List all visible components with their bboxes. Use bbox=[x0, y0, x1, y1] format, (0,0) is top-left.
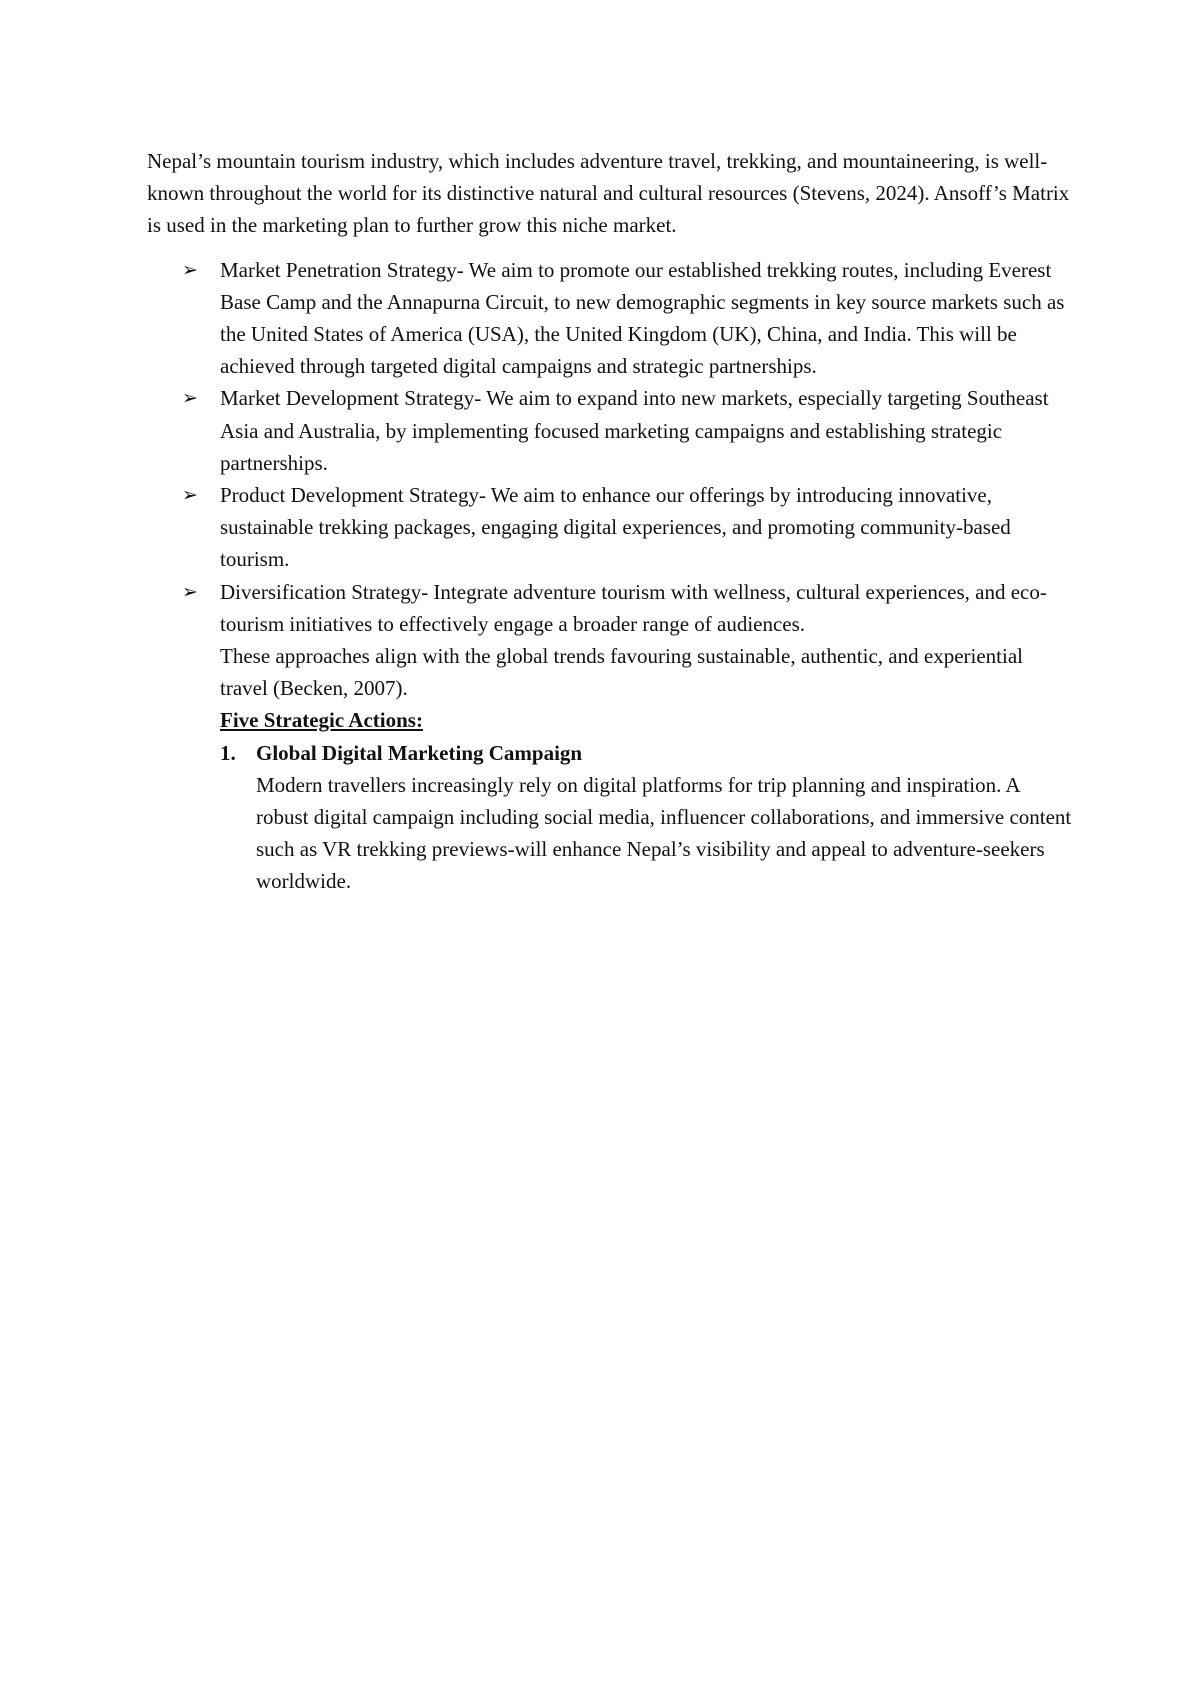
strategy-item-market-penetration bbox=[147, 254, 1072, 383]
document-page bbox=[147, 145, 1072, 898]
arrow-bullet-icon: ➢ bbox=[182, 258, 198, 281]
strategy-item-diversification bbox=[147, 576, 1072, 640]
action-title: Global Digital Marketing Campaign bbox=[256, 740, 583, 765]
arrow-bullet-icon: ➢ bbox=[182, 580, 198, 603]
action-number: 1. bbox=[220, 740, 236, 765]
strategy-text: Market Penetration Strategy- We aim to promote our established trekking routes, including Everest Base Camp and the Annapurna Circuit, to new demographic segments in key source markets such as the United States of America (USA), the United Kingdom (UK), China, and India. This will be achieved through targeted digital campaigns and strategic partnerships. bbox=[220, 257, 1065, 379]
arrow-bullet-icon: ➢ bbox=[182, 484, 198, 507]
intro-paragraph: Nepal’s mountain tourism industry, which includes adventure travel, trekking, and mountaineering, is well-known throughout the world for its distinctive natural and cultural resources (Stevens, 2024). Ansoff’s Matrix is used in the marketing plan to further grow this niche market. bbox=[147, 149, 1070, 238]
alignment-paragraph: These approaches align with the global trends favouring sustainable, authentic, and experiential travel (Becken, 2007). bbox=[220, 644, 1023, 701]
strategy-text: Diversification Strategy- Integrate adventure tourism with wellness, cultural experiences, and eco-tourism initiatives to effectively engage a broader range of audiences. bbox=[220, 579, 1047, 636]
strategy-text: Market Development Strategy- We aim to expand into new markets, especially targeting Southeast Asia and Australia, by implementing focused marketing campaigns and establishing strategic partnerships. bbox=[220, 386, 1049, 475]
strategy-item-market-development bbox=[147, 382, 1072, 479]
actions-heading: Five Strategic Actions: bbox=[220, 708, 423, 733]
action-item bbox=[220, 737, 1072, 898]
arrow-bullet-icon: ➢ bbox=[182, 387, 198, 410]
strategy-item-product-development bbox=[147, 479, 1072, 576]
action-body: Modern travellers increasingly rely on digital platforms for trip planning and inspiration. A robust digital campaign including social media, influencer collaborations, and immersive content such as VR trekking previews-will enhance Nepal’s visibility and appeal to adventure-seekers worldwide. bbox=[256, 772, 1072, 894]
strategic-actions-list bbox=[147, 737, 1072, 898]
ansoff-strategy-list bbox=[147, 254, 1072, 640]
strategy-text: Product Development Strategy- We aim to enhance our offerings by introducing innovative, sustainable trekking packages, engaging digital experiences, and promoting community-based tourism. bbox=[220, 483, 1011, 572]
